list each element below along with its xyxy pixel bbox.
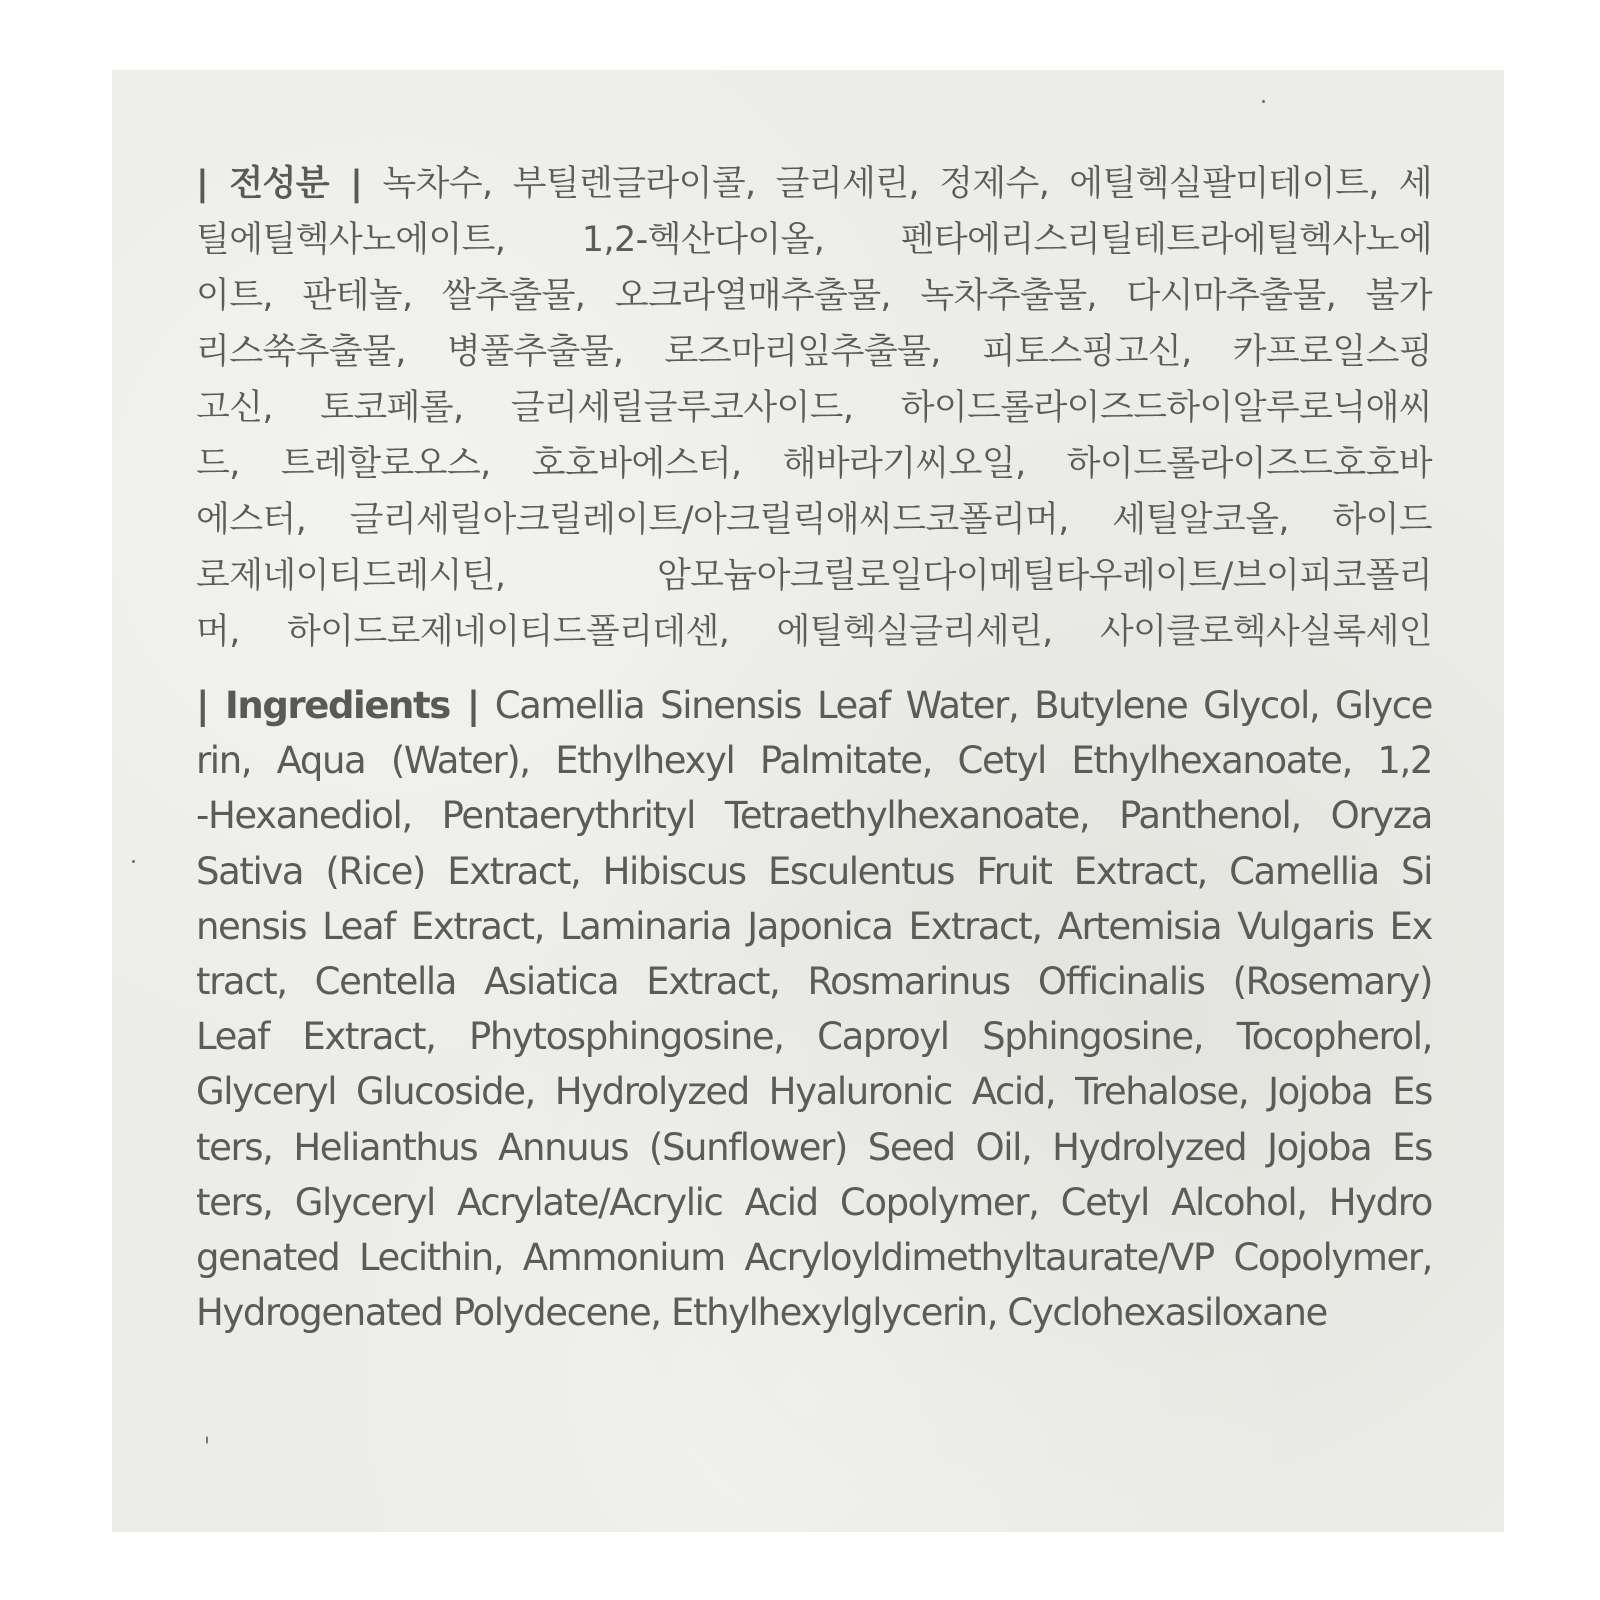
english-ingredients-line: Sativa (Rice) Extract, Hibiscus Esculentus Fruit Extract, Camellia Si — [196, 849, 1432, 893]
english-ingredients-text: Camellia Sinensis Leaf Water, Butylene Glycol, Glyce — [478, 684, 1432, 727]
korean-ingredients-text: 녹차수, 부틸렌글라이콜, 글리세린, 정제수, 에틸헥실팔미테이트, 세 — [362, 164, 1432, 204]
korean-ingredients-line: 드, 트레할로오스, 호호바에스터, 해바라기씨오일, 하이드롤라이즈드호호바 — [196, 444, 1432, 484]
english-ingredients-line: genated Lecithin, Ammonium Acryloyldimethyltaurate/VP Copolymer, — [196, 1236, 1432, 1280]
english-ingredients-line: Leaf Extract, Phytosphingosine, Caproyl Sphingosine, Tocopherol, — [196, 1015, 1432, 1059]
korean-ingredients-line: 에스터, 글리세릴아크릴레이트/아크릴릭애씨드코폴리머, 세틸알코올, 하이드 — [196, 500, 1432, 540]
english-ingredients-line: -Hexanediol, Pentaerythrityl Tetraethylhexanoate, Panthenol, Oryza — [196, 794, 1432, 838]
english-ingredients-line: ters, Helianthus Annuus (Sunflower) Seed Oil, Hydrolyzed Jojoba Es — [196, 1125, 1432, 1169]
english-ingredients-block — [196, 678, 1432, 1340]
english-ingredients-line: nensis Leaf Extract, Laminaria Japonica Extract, Artemisia Vulgaris Ex — [196, 904, 1432, 948]
korean-ingredients-line: 틸에틸헥사노에이트, 1,2-헥산다이올, 펜타에리스리틸테트라에틸헥사노에 — [196, 220, 1432, 260]
english-ingredients-line: rin, Aqua (Water), Ethylhexyl Palmitate, Cetyl Ethylhexanoate, 1,2 — [196, 739, 1432, 783]
english-ingredients-line: Hydrogenated Polydecene, Ethylhexylglycerin, Cyclohexasiloxane — [196, 1291, 1327, 1335]
korean-ingredients-heading: | 전성분 | — [196, 164, 363, 204]
paper-speck — [132, 860, 135, 863]
korean-ingredients-block — [196, 156, 1432, 660]
english-ingredients-line — [196, 678, 1432, 733]
korean-ingredients-line: 고신, 토코페롤, 글리세릴글루코사이드, 하이드롤라이즈드하이알루로닉애씨 — [196, 388, 1432, 428]
english-ingredients-line: Glyceryl Glucoside, Hydrolyzed Hyaluronic Acid, Trehalose, Jojoba Es — [196, 1070, 1432, 1114]
korean-ingredients-line — [196, 156, 1432, 212]
korean-ingredients-line: 로제네이티드레시틴, 암모늄아크릴로일다이메틸타우레이트/브이피코폴리 — [196, 556, 1432, 596]
ingredients-label — [112, 70, 1504, 1532]
paper-speck — [1262, 100, 1265, 103]
korean-ingredients-line: 리스쑥추출물, 병풀추출물, 로즈마리잎추출물, 피토스핑고신, 카프로일스핑 — [196, 332, 1432, 372]
korean-ingredients-line: 이트, 판테놀, 쌀추출물, 오크라열매추출물, 녹차추출물, 다시마추출물, 불가 — [196, 276, 1432, 316]
paper-speck — [206, 1436, 208, 1444]
english-ingredients-heading: | Ingredients | — [196, 684, 479, 727]
korean-ingredients-line: 머, 하이드로제네이티드폴리데센, 에틸헥실글리세린, 사이클로헥사실록세인 — [196, 612, 1432, 652]
english-ingredients-line: ters, Glyceryl Acrylate/Acrylic Acid Copolymer, Cetyl Alcohol, Hydro — [196, 1180, 1432, 1224]
english-ingredients-line: tract, Centella Asiatica Extract, Rosmarinus Officinalis (Rosemary) — [196, 960, 1432, 1004]
